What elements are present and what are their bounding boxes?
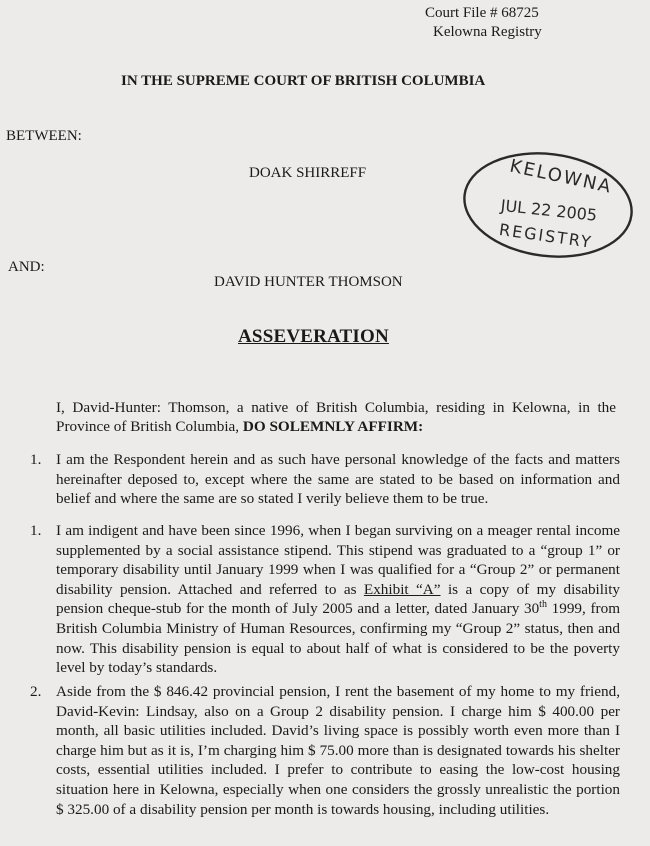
- stamp-city: KELOWNA: [507, 155, 615, 198]
- ordinal-suffix: th: [539, 599, 547, 611]
- paragraph-text-a: I am indigent and have been since 1996, when I began surviving on a meager rental income supplemented by a social assistance stipend. This stipend was graduated to a “group 1” or temporary disability until January 1999 when I was qualified for a “Group 2” or permanent disability pension. Attached and referred to as: [56, 522, 620, 598]
- respondent-name: DAVID HUNTER THOMSON: [214, 274, 403, 290]
- registry-name: Kelowna Registry: [433, 24, 542, 40]
- intro-paragraph: [56, 398, 616, 436]
- paragraph-number: 1.: [30, 451, 42, 468]
- intro-text: I, David-Hunter: Thomson, a native of British Columbia, residing in Kelowna, in the Province of British Columbia,: [56, 399, 616, 435]
- document-title: ASSEVERATION: [238, 326, 389, 347]
- paragraph-number: 2.: [30, 683, 42, 700]
- paragraph-number: 1.: [30, 522, 42, 539]
- paragraph-text-b: is a copy of my disability pension cheque-stub for the month of July 2005 and a letter, dated January 30: [56, 580, 621, 618]
- paragraph-text-c: 1999, from British Columbia Ministry of Human Resources, confirming my “Group 2” status, then and now. This disability pension is equal to about half of what is considered to be the poverty level by today’s standards.: [56, 600, 621, 677]
- and-label: AND:: [8, 259, 45, 275]
- paragraph-3: [30, 682, 620, 819]
- court-title: IN THE SUPREME COURT OF BRITISH COLUMBIA: [121, 73, 486, 89]
- registry-stamp: [460, 150, 640, 262]
- paragraph-text: Aside from the $ 846.42 provincial pension, I rent the basement of my home to my friend, David-Kevin: Lindsay, also on a Group 2 disability pension. I charge him $ 400.00 per month, all basic utilities included. David’s living space is possibly worth even more than I charge him but as it is, I’m charging him $ 75.00 more than is designated towards his shelter costs, essential utilities included. I prefer to contribute to easing the low-cost housing situation here in Kelowna, especially when one considers the grossly unrealistic the portion $ 325.00 of a disability pension per month is towards housing, including utilities.: [56, 683, 620, 818]
- paragraph-text: [56, 521, 620, 678]
- paragraph-text: I am the Respondent herein and as such have personal knowledge of the facts and matters hereinafter deposed to, except where the same are stated to be based on information and belief and where the same are so stated I verily believe them to be true.: [56, 451, 620, 508]
- exhibit-reference: Exhibit “A”: [363, 580, 441, 598]
- paragraph-2: [30, 521, 620, 678]
- petitioner-name: DOAK SHIRREFF: [249, 165, 367, 181]
- stamp-office: REGISTRY: [497, 219, 594, 252]
- court-file-number: Court File # 68725: [425, 5, 539, 21]
- stamp-date: JUL 22 2005: [499, 195, 598, 225]
- paragraph-1: [30, 450, 620, 509]
- between-label: BETWEEN:: [6, 128, 82, 144]
- affirm-phrase: DO SOLEMNLY AFFIRM:: [242, 418, 424, 435]
